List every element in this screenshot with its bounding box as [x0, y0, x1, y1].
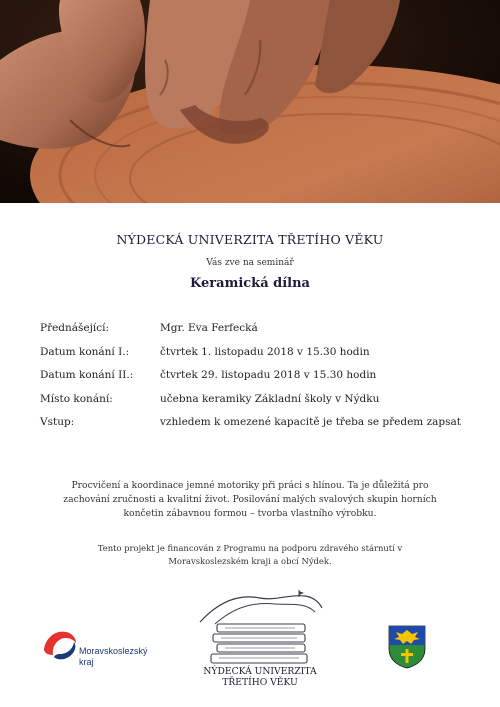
- detail-value: čtvrtek 1. listopadu 2018 v 15.30 hodin: [160, 345, 370, 358]
- hero-photo: [0, 0, 500, 203]
- seminar-description: [40, 479, 460, 521]
- university-logo: [195, 590, 325, 695]
- pottery-hands-photo-icon: [0, 0, 500, 203]
- event-details: [40, 322, 480, 440]
- funding-note: [60, 542, 440, 568]
- funding-line: Moravskoslezském kraji a obcí Nýdek.: [168, 556, 332, 566]
- region-logo: [42, 627, 162, 667]
- detail-row-lecturer: [40, 322, 480, 346]
- description-line: zachování zručnosti a kvalitní život. Posilování malých svalových skupin horních: [63, 494, 437, 505]
- detail-value: Mgr. Eva Ferfecká: [160, 322, 258, 334]
- detail-row-date-2: [40, 369, 480, 393]
- detail-value: vzhledem k omezené kapacitě je třeba se předem zapsat: [160, 416, 461, 428]
- detail-label: Datum konání II.:: [40, 369, 134, 381]
- detail-label: Přednášející:: [40, 322, 110, 334]
- nydek-coat-of-arms-icon: [388, 625, 426, 669]
- books-mountains-logo-icon: [195, 590, 325, 668]
- funding-line: Tento projekt je financován z Programu na podporu zdravého stárnutí v: [97, 543, 403, 553]
- region-name: Moravskoslezský: [79, 646, 148, 656]
- detail-row-date-1: [40, 346, 480, 370]
- moravskoslezsky-kraj-logo-icon: [42, 627, 78, 663]
- detail-value: učebna keramiky Základní školy v Nýdku: [160, 392, 380, 405]
- coat-of-arms: [388, 625, 426, 669]
- invitation-text: Vás zve na seminář: [206, 258, 294, 268]
- university-name-line1: NÝDECKÁ UNIVERZITA: [203, 666, 317, 677]
- detail-value: čtvrtek 29. listopadu 2018 v 15.30 hodin: [160, 369, 377, 381]
- description-line: končetin zábavnou formou – tvorba vlastního výrobku.: [123, 508, 377, 519]
- organization-title: NÝDECKÁ UNIVERZITA TŘETÍHO VĚKU: [116, 232, 384, 247]
- region-suffix: kraj: [79, 657, 94, 667]
- detail-label: Datum konání I.:: [40, 345, 130, 358]
- detail-row-venue: [40, 393, 480, 417]
- description-line: Procvičení a koordinace jemné motoriky při práci s hlínou. Ta je důležitá pro: [71, 480, 429, 491]
- university-name-line2: TŘETÍHO VĚKU: [222, 677, 298, 688]
- seminar-title: Keramická dílna: [190, 276, 310, 291]
- detail-label: Vstup:: [40, 416, 75, 428]
- detail-label: Místo konání:: [40, 392, 113, 405]
- detail-row-entry: [40, 416, 480, 440]
